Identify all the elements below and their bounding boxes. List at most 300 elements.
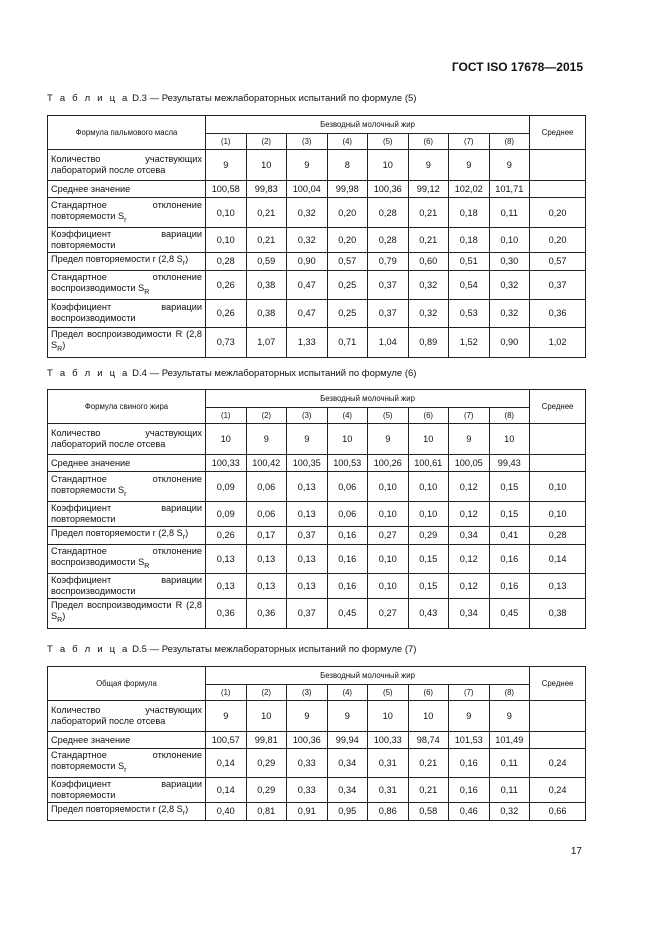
row-label [48, 198, 206, 228]
value-cell: 0,91 [287, 802, 328, 820]
value-cell: 0,32 [489, 299, 530, 327]
value-cell: 0,15 [408, 573, 449, 598]
average-cell: 0,66 [530, 802, 586, 820]
value-cell: 0,37 [287, 598, 328, 628]
value-cell: 0,32 [287, 198, 328, 228]
table-caption [47, 93, 416, 104]
value-cell: 0,11 [489, 749, 530, 778]
value-cell: 0,53 [449, 299, 490, 327]
row-label [48, 777, 206, 802]
row-label [48, 150, 206, 181]
value-cell: 0,46 [449, 802, 490, 820]
row-label-text: Количество участвующих лабораторий после отсева [51, 428, 202, 449]
lab-number: (1) [206, 134, 247, 150]
lab-number: (1) [206, 408, 247, 424]
value-cell: 0,16 [327, 527, 368, 545]
value-cell: 1,52 [449, 327, 490, 357]
value-cell: 100,36 [287, 732, 328, 749]
caption-prefix: Т а б л и ц а [47, 644, 130, 655]
value-cell: 10 [206, 424, 247, 455]
lab-number: (2) [246, 408, 287, 424]
average-cell: 0,20 [530, 198, 586, 228]
row-label-text: Стандартное отклонение повторяемости S [51, 750, 202, 771]
table-row [48, 701, 586, 732]
value-cell: 0,31 [368, 749, 409, 778]
table-row [48, 327, 586, 357]
value-cell: 100,35 [287, 455, 328, 472]
value-cell: 0,32 [408, 270, 449, 299]
lab-number: (3) [287, 134, 328, 150]
row-label-text: Стандартное отклонение повторяемости S [51, 199, 202, 221]
lab-number: (6) [408, 134, 449, 150]
value-cell: 0,12 [449, 502, 490, 527]
value-cell: 0,11 [489, 777, 530, 802]
table-row [48, 150, 586, 181]
subscript: R [57, 617, 63, 625]
row-label-text: Предел повторяемости r (2,8 S [51, 803, 183, 814]
value-cell: 0,10 [408, 502, 449, 527]
value-cell: 9 [246, 424, 287, 455]
row-label-tail: ) [62, 340, 66, 351]
header-row [48, 116, 586, 134]
value-cell: 0,16 [489, 544, 530, 573]
value-cell: 10 [246, 150, 287, 181]
value-cell: 100,53 [327, 455, 368, 472]
value-cell: 0,90 [287, 253, 328, 271]
lab-number: (4) [327, 685, 368, 701]
value-cell: 0,17 [246, 527, 287, 545]
average-cell [530, 181, 586, 198]
value-cell: 0,43 [408, 598, 449, 628]
value-cell: 0,13 [206, 544, 247, 573]
value-cell: 0,90 [489, 327, 530, 357]
value-cell: 0,28 [368, 198, 409, 228]
row-label-text: Коэффициент вариации повторяемости [51, 503, 202, 524]
table-row [48, 527, 586, 545]
lab-number: (7) [449, 408, 490, 424]
row-label-text: Количество участвующих лабораторий после отсева [51, 154, 202, 175]
average-cell: 1,02 [530, 327, 586, 357]
row-label-tail: ) [62, 611, 66, 622]
average-cell: 0,57 [530, 253, 586, 271]
value-cell: 99,12 [408, 181, 449, 198]
table-row [48, 299, 586, 327]
group-header: Безводный молочный жир [206, 390, 530, 408]
table-caption [47, 644, 416, 655]
row-label-text: Коэффициент вариации повторяемости [51, 778, 202, 800]
value-cell: 99,98 [327, 181, 368, 198]
table-row [48, 424, 586, 455]
row-label [48, 802, 206, 820]
value-cell: 0,27 [368, 527, 409, 545]
lab-number: (8) [489, 685, 530, 701]
value-cell: 0,95 [327, 802, 368, 820]
value-cell: 0,20 [327, 198, 368, 228]
row-label-tail: ) [185, 803, 189, 814]
value-cell: 0,10 [408, 472, 449, 502]
value-cell: 0,15 [408, 544, 449, 573]
value-cell: 9 [489, 150, 530, 181]
row-label-text: Стандартное отклонение повторяемости S [51, 473, 202, 495]
value-cell: 0,21 [246, 198, 287, 228]
row-label-text: Стандартное отклонение воспроизводимости S [51, 545, 202, 567]
value-cell: 0,79 [368, 253, 409, 271]
row-label [48, 701, 206, 732]
lab-number: (4) [327, 134, 368, 150]
value-cell: 100,58 [206, 181, 247, 198]
row-label [48, 573, 206, 598]
average-cell: 0,36 [530, 299, 586, 327]
results-table-d5 [47, 666, 586, 821]
value-cell: 0,13 [287, 573, 328, 598]
average-cell: 0,20 [530, 228, 586, 253]
value-cell: 0,21 [408, 198, 449, 228]
value-cell: 0,51 [449, 253, 490, 271]
value-cell: 100,33 [368, 732, 409, 749]
table-row [48, 228, 586, 253]
value-cell: 0,10 [489, 228, 530, 253]
row-label [48, 424, 206, 455]
value-cell: 0,34 [327, 749, 368, 778]
value-cell: 0,18 [449, 228, 490, 253]
row-label [48, 253, 206, 271]
value-cell: 0,10 [368, 502, 409, 527]
value-cell: 0,21 [408, 777, 449, 802]
value-cell: 0,25 [327, 299, 368, 327]
lab-number: (5) [368, 685, 409, 701]
formula-header: Формула пальмового масла [48, 116, 206, 150]
value-cell: 0,32 [287, 228, 328, 253]
value-cell: 0,15 [489, 472, 530, 502]
value-cell: 0,89 [408, 327, 449, 357]
average-cell [530, 150, 586, 181]
value-cell: 0,40 [206, 802, 247, 820]
value-cell: 9 [327, 701, 368, 732]
value-cell: 0,06 [327, 472, 368, 502]
lab-number: (4) [327, 408, 368, 424]
average-cell: 0,14 [530, 544, 586, 573]
row-label [48, 527, 206, 545]
value-cell: 0,06 [246, 502, 287, 527]
value-cell: 9 [449, 701, 490, 732]
row-label-text: Коэффициент вариации воспроизводимости [51, 302, 202, 324]
value-cell: 0,57 [327, 253, 368, 271]
value-cell: 10 [246, 701, 287, 732]
value-cell: 0,13 [206, 573, 247, 598]
value-cell: 0,26 [206, 299, 247, 327]
average-cell [530, 455, 586, 472]
value-cell: 0,60 [408, 253, 449, 271]
subscript: r [182, 809, 186, 817]
caption-text: D.4 — Результаты межлабораторных испытаний по формуле (6) [129, 368, 417, 379]
average-cell: 0,10 [530, 472, 586, 502]
caption-text: D.3 — Результаты межлабораторных испытаний по формуле (5) [129, 93, 417, 104]
value-cell: 0,32 [408, 299, 449, 327]
value-cell: 0,18 [449, 198, 490, 228]
value-cell: 9 [449, 424, 490, 455]
row-label [48, 270, 206, 299]
value-cell: 1,33 [287, 327, 328, 357]
value-cell: 0,15 [489, 502, 530, 527]
value-cell: 0,59 [246, 253, 287, 271]
subscript: r [124, 490, 127, 498]
formula-header: Общая формула [48, 667, 206, 701]
lab-number: (2) [246, 685, 287, 701]
value-cell: 10 [368, 701, 409, 732]
value-cell: 0,06 [246, 472, 287, 502]
value-cell: 0,29 [246, 777, 287, 802]
page-number: 17 [570, 846, 582, 857]
header-row [48, 390, 586, 408]
average-cell: 0,24 [530, 749, 586, 778]
average-cell: 0,10 [530, 502, 586, 527]
row-label [48, 598, 206, 628]
subscript: r [182, 533, 186, 541]
value-cell: 0,14 [206, 777, 247, 802]
value-cell: 0,10 [206, 228, 247, 253]
row-label [48, 327, 206, 357]
value-cell: 0,86 [368, 802, 409, 820]
header-row [48, 667, 586, 685]
row-label-text: Предел воспроизводимости R (2,8 S [51, 600, 202, 622]
subscript: R [144, 288, 150, 296]
value-cell: 99,81 [246, 732, 287, 749]
value-cell: 0,36 [206, 598, 247, 628]
lab-number: (8) [489, 408, 530, 424]
value-cell: 0,38 [246, 299, 287, 327]
table-row [48, 198, 586, 228]
value-cell: 0,29 [408, 527, 449, 545]
value-cell: 101,71 [489, 181, 530, 198]
row-label [48, 502, 206, 527]
table-row [48, 181, 586, 198]
value-cell: 0,25 [327, 270, 368, 299]
value-cell: 0,13 [246, 573, 287, 598]
value-cell: 0,73 [206, 327, 247, 357]
table-row [48, 732, 586, 749]
value-cell: 101,49 [489, 732, 530, 749]
value-cell: 0,06 [327, 502, 368, 527]
table-row [48, 544, 586, 573]
value-cell: 0,12 [449, 573, 490, 598]
average-cell: 0,24 [530, 777, 586, 802]
table-row [48, 802, 586, 820]
subscript: r [124, 766, 127, 774]
lab-number: (7) [449, 134, 490, 150]
row-label-text: Среднее значение [51, 183, 131, 194]
value-cell: 10 [408, 424, 449, 455]
results-table-d3 [47, 115, 586, 358]
value-cell: 0,10 [368, 472, 409, 502]
value-cell: 100,04 [287, 181, 328, 198]
value-cell: 0,33 [287, 777, 328, 802]
value-cell: 1,07 [246, 327, 287, 357]
value-cell: 0,30 [489, 253, 530, 271]
row-label-text: Коэффициент вариации воспроизводимости [51, 574, 202, 596]
value-cell: 9 [287, 701, 328, 732]
value-cell: 0,16 [489, 573, 530, 598]
value-cell: 99,83 [246, 181, 287, 198]
value-cell: 100,26 [368, 455, 409, 472]
value-cell: 101,53 [449, 732, 490, 749]
value-cell: 0,09 [206, 472, 247, 502]
value-cell: 0,45 [327, 598, 368, 628]
value-cell: 0,16 [449, 749, 490, 778]
table-caption [47, 368, 416, 379]
value-cell: 0,34 [327, 777, 368, 802]
table-row [48, 598, 586, 628]
table-row [48, 502, 586, 527]
value-cell: 0,21 [246, 228, 287, 253]
caption-prefix: Т а б л и ц а [47, 93, 130, 104]
row-label [48, 181, 206, 198]
table-row [48, 253, 586, 271]
value-cell: 0,16 [327, 573, 368, 598]
value-cell: 0,54 [449, 270, 490, 299]
average-cell: 0,13 [530, 573, 586, 598]
value-cell: 0,37 [368, 270, 409, 299]
value-cell: 9 [287, 150, 328, 181]
lab-number: (5) [368, 134, 409, 150]
value-cell: 0,71 [327, 327, 368, 357]
value-cell: 0,10 [206, 198, 247, 228]
value-cell: 0,12 [449, 472, 490, 502]
value-cell: 100,05 [449, 455, 490, 472]
table-row [48, 472, 586, 502]
value-cell: 0,37 [368, 299, 409, 327]
value-cell: 0,12 [449, 544, 490, 573]
subscript: R [57, 346, 63, 354]
table-row [48, 573, 586, 598]
row-label [48, 472, 206, 502]
row-label-text: Количество участвующих лабораторий после отсева [51, 705, 202, 726]
lab-number: (1) [206, 685, 247, 701]
caption-text: D.5 — Результаты межлабораторных испытаний по формуле (7) [129, 644, 417, 655]
row-label [48, 455, 206, 472]
value-cell: 0,32 [489, 802, 530, 820]
value-cell: 10 [489, 424, 530, 455]
subscript: r [182, 259, 186, 267]
value-cell: 0,37 [287, 527, 328, 545]
row-label-text: Предел повторяемости r (2,8 S [51, 528, 183, 538]
row-label [48, 299, 206, 327]
value-cell: 0,21 [408, 228, 449, 253]
subscript: R [144, 562, 150, 570]
value-cell: 0,36 [246, 598, 287, 628]
lab-number: (2) [246, 134, 287, 150]
value-cell: 0,13 [287, 544, 328, 573]
row-label-text: Предел воспроизводимости R (2,8 S [51, 329, 202, 351]
value-cell: 9 [206, 701, 247, 732]
row-label [48, 749, 206, 778]
lab-number: (6) [408, 685, 449, 701]
average-cell [530, 701, 586, 732]
document-code: ГОСТ ISO 17678—2015 [451, 60, 583, 74]
value-cell: 0,26 [206, 270, 247, 299]
results-table-d4 [47, 389, 586, 629]
table-row [48, 455, 586, 472]
subscript: r [124, 216, 127, 224]
value-cell: 9 [408, 150, 449, 181]
lab-number: (5) [368, 408, 409, 424]
value-cell: 99,94 [327, 732, 368, 749]
value-cell: 0,33 [287, 749, 328, 778]
formula-header: Формула свиного жира [48, 390, 206, 424]
value-cell: 0,47 [287, 299, 328, 327]
average-cell: 0,37 [530, 270, 586, 299]
table-row [48, 777, 586, 802]
value-cell: 0,58 [408, 802, 449, 820]
average-header: Среднее [530, 116, 586, 150]
row-label-tail: ) [185, 528, 189, 538]
value-cell: 10 [368, 150, 409, 181]
average-cell: 0,28 [530, 527, 586, 545]
value-cell: 0,28 [206, 253, 247, 271]
value-cell: 0,27 [368, 598, 409, 628]
row-label [48, 228, 206, 253]
value-cell: 0,81 [246, 802, 287, 820]
table-row [48, 749, 586, 778]
row-label-text: Стандартное отклонение воспроизводимости S [51, 271, 202, 293]
row-label [48, 544, 206, 573]
lab-number: (3) [287, 408, 328, 424]
average-cell [530, 424, 586, 455]
lab-number: (8) [489, 134, 530, 150]
value-cell: 0,45 [489, 598, 530, 628]
value-cell: 9 [287, 424, 328, 455]
value-cell: 0,21 [408, 749, 449, 778]
value-cell: 8 [327, 150, 368, 181]
value-cell: 0,16 [327, 544, 368, 573]
value-cell: 102,02 [449, 181, 490, 198]
average-cell: 0,38 [530, 598, 586, 628]
row-label-text: Коэффициент вариации повторяемости [51, 229, 202, 250]
value-cell: 0,38 [246, 270, 287, 299]
value-cell: 0,32 [489, 270, 530, 299]
value-cell: 9 [368, 424, 409, 455]
value-cell: 10 [327, 424, 368, 455]
value-cell: 100,57 [206, 732, 247, 749]
value-cell: 10 [408, 701, 449, 732]
average-header: Среднее [530, 667, 586, 701]
value-cell: 0,34 [449, 527, 490, 545]
lab-number: (6) [408, 408, 449, 424]
group-header: Безводный молочный жир [206, 667, 530, 685]
value-cell: 100,61 [408, 455, 449, 472]
value-cell: 100,36 [368, 181, 409, 198]
value-cell: 98,74 [408, 732, 449, 749]
value-cell: 9 [489, 701, 530, 732]
value-cell: 100,33 [206, 455, 247, 472]
group-header: Безводный молочный жир [206, 116, 530, 134]
value-cell: 99,43 [489, 455, 530, 472]
caption-prefix: Т а б л и ц а [47, 368, 130, 379]
row-label-text: Среднее значение [51, 457, 131, 468]
value-cell: 0,10 [368, 573, 409, 598]
value-cell: 9 [449, 150, 490, 181]
value-cell: 0,09 [206, 502, 247, 527]
value-cell: 0,10 [368, 544, 409, 573]
average-cell [530, 732, 586, 749]
value-cell: 0,13 [287, 472, 328, 502]
row-label-text: Предел повторяемости r (2,8 S [51, 254, 183, 264]
value-cell: 0,47 [287, 270, 328, 299]
lab-number: (7) [449, 685, 490, 701]
table-row [48, 270, 586, 299]
value-cell: 0,13 [246, 544, 287, 573]
value-cell: 0,31 [368, 777, 409, 802]
value-cell: 1,04 [368, 327, 409, 357]
